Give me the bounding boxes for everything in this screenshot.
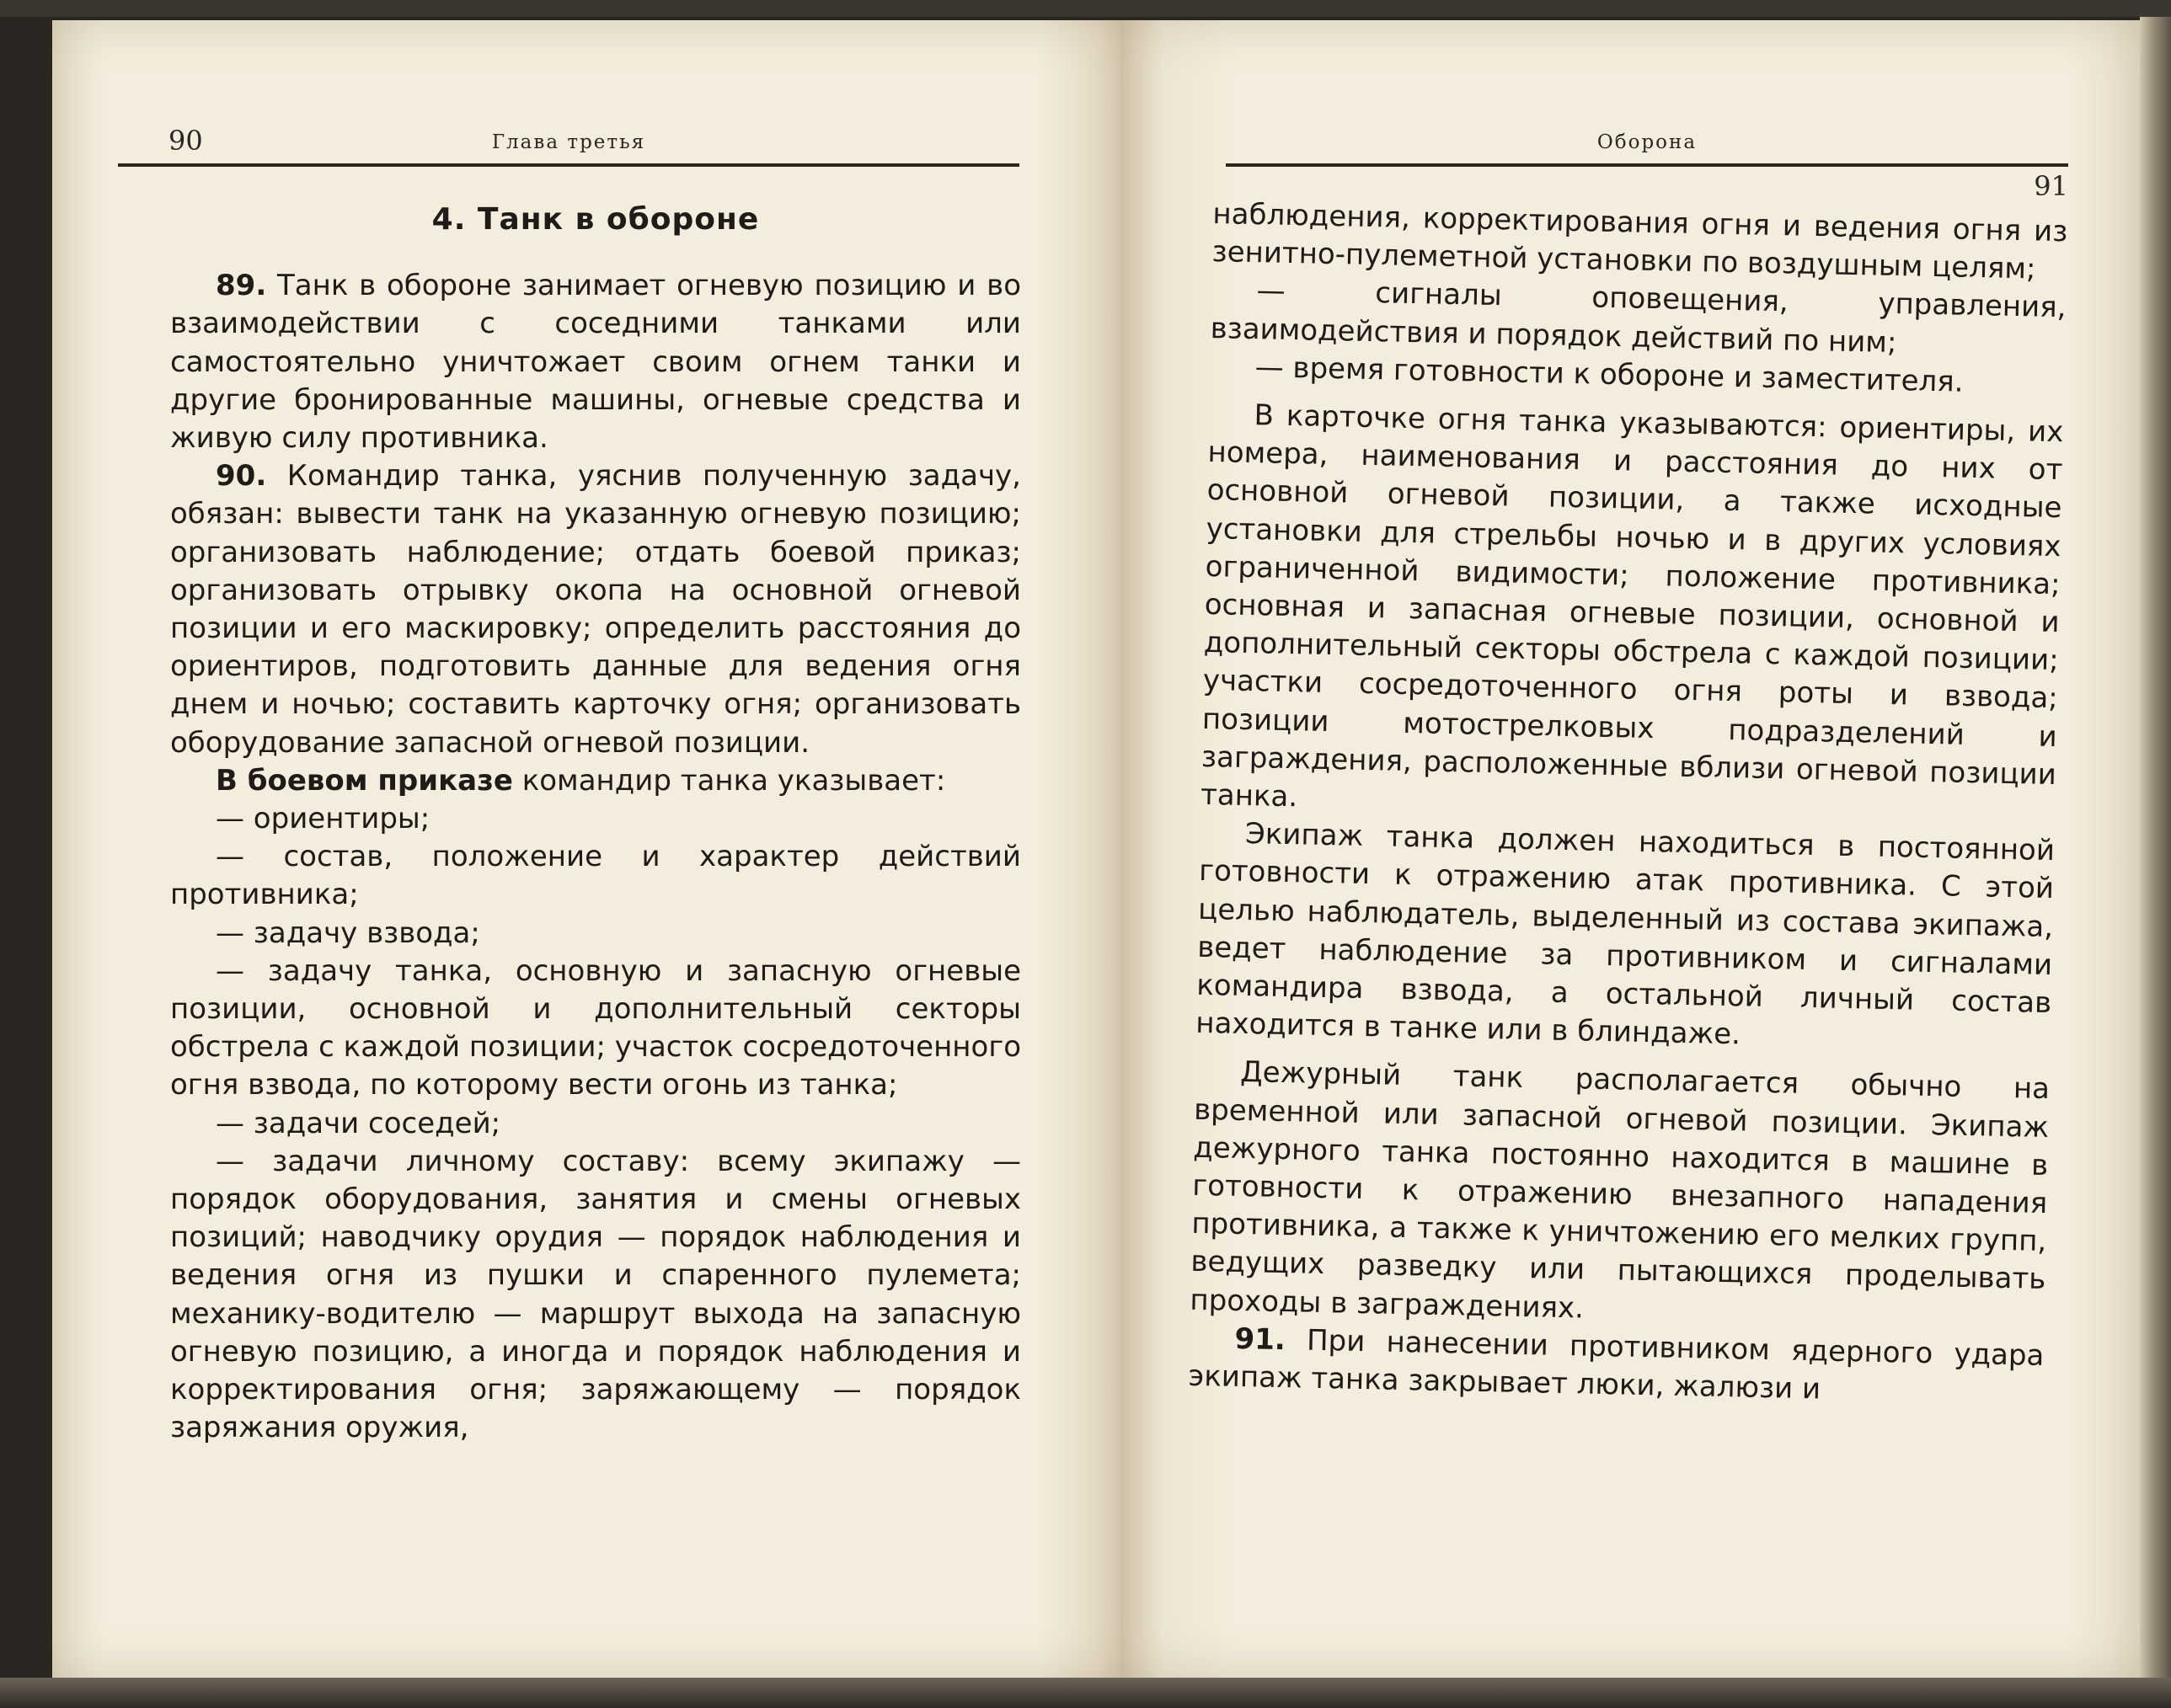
right-text-column	[1188, 195, 2068, 1413]
list-item: — состав, положение и характер действий противника;	[170, 840, 1021, 912]
list-item: — задачу танка, основную и запасную огневые позиции, основной и дополнительный секторы обстрела с каждой позиции; участок сосредоточенного огня взвода, по которому вести огонь из танка;	[170, 953, 1021, 1102]
continuation-text: наблюдения, корректирования огня и ведения огня из зенитно-пулеметной установки по воздушным целям;	[1211, 196, 2068, 286]
paragraph-crew-readiness: Экипаж танка должен находиться в постоянной готовности к отражению атак противника. С этой целью наблюдатель, выделенный из состава экипажа, ведет наблюдение за противником и сигналами командира взвода, а остальной личный состав находится в танке или в блиндаже.	[1195, 817, 2056, 1052]
order-lead-text: командир танка указывает:	[512, 763, 946, 798]
paragraph-number: 91.	[1234, 1321, 1286, 1357]
paragraph-duty-tank: Дежурный танк располагается обычно на временной или запасной огневой позиции. Экипаж дежурного танка постоянно находится в машине в готовности к отражению внезапного нападения противника, а также к уничтожению его мелких групп, ведущих разведку или пытающихся проделывать проходы в заграждениях.	[1190, 1055, 2051, 1326]
left-running-head	[118, 118, 1019, 167]
order-lead-bold: В боевом приказе	[216, 763, 513, 798]
list-item: — время готовности к обороне и заместителя.	[1254, 350, 1964, 399]
list-item: — задачи личному составу: всему экипажу — порядок оборудования, занятия и смены огневых позиций; наводчику орудия — порядок наблюдения и ведения огня из пушки и спаренного пулемета; механику-водителю — маршрут выхода на запасную огневую позицию, а иногда и порядок наблюдения и корректирования огня; заряжающему — порядок заряжания оружия,	[170, 1144, 1021, 1445]
right-page-number: 91	[2034, 170, 2068, 202]
paragraph-text: Командир танка, уяснив полученную задачу, обязан: вывести танк на указанную огневую позицию; организовать наблюдение; отдать боевой приказ; организовать отрывку окопа на основной огневой позиции и его маскировку; определить расстояния до ориентиров, подготовить данные для ведения огня днем и ночью; составить карточку огня; организовать оборудование запасной огневой позиции.	[170, 459, 1021, 760]
list-item: — задачу взвода;	[216, 915, 480, 950]
section-title: 4. Танк в обороне	[431, 202, 760, 237]
paragraph-fire-card: В карточке огня танка указываются: ориентиры, их номера, наименования и расстояния до них от основной огневой позиции, а также исходные установки для стрельбы ночью и в других условиях ограниченной видимости; положение противника; основная и запасная огневые позиции, основной и дополнительный секторы обстрела с каждой позиции; участки сосредоточенного огня роты и взвода; позиции мотострелковых подразделений и заграждения, расположенные вблизи огневой позиции танка.	[1200, 398, 2064, 814]
right-running-head	[1226, 118, 2068, 202]
chapter-title: Глава третья	[491, 131, 646, 153]
section-running-title: Оборона	[1596, 131, 1698, 153]
book-edge	[2140, 17, 2171, 1693]
list-item: — ориентиры;	[216, 802, 430, 836]
book-bottom-edge	[0, 1678, 2171, 1708]
paragraph-text: При нанесении противником ядерного удара экипаж танка закрывает люки, жалюзи и	[1188, 1322, 2045, 1406]
paragraph-text: Танк в обороне занимает огневую позицию и во взаимодействии с соседними танками или самостоятельно уничтожает своим огнем танки и другие бронированные машины, огневые средства и живую силу противника.	[170, 269, 1021, 456]
paragraph-number: 89.	[216, 269, 267, 303]
list-item: — задачи соседей;	[216, 1106, 501, 1140]
left-page-number: 90	[168, 125, 203, 157]
order-lead	[170, 762, 1021, 800]
list-item: — сигналы оповещения, управления, взаимодействия и порядок действий по ним;	[1210, 274, 2067, 360]
left-text-column	[170, 200, 1021, 1448]
paragraph-89	[170, 267, 1021, 457]
paragraph-number: 90.	[216, 459, 267, 494]
paragraph-90	[170, 457, 1021, 762]
